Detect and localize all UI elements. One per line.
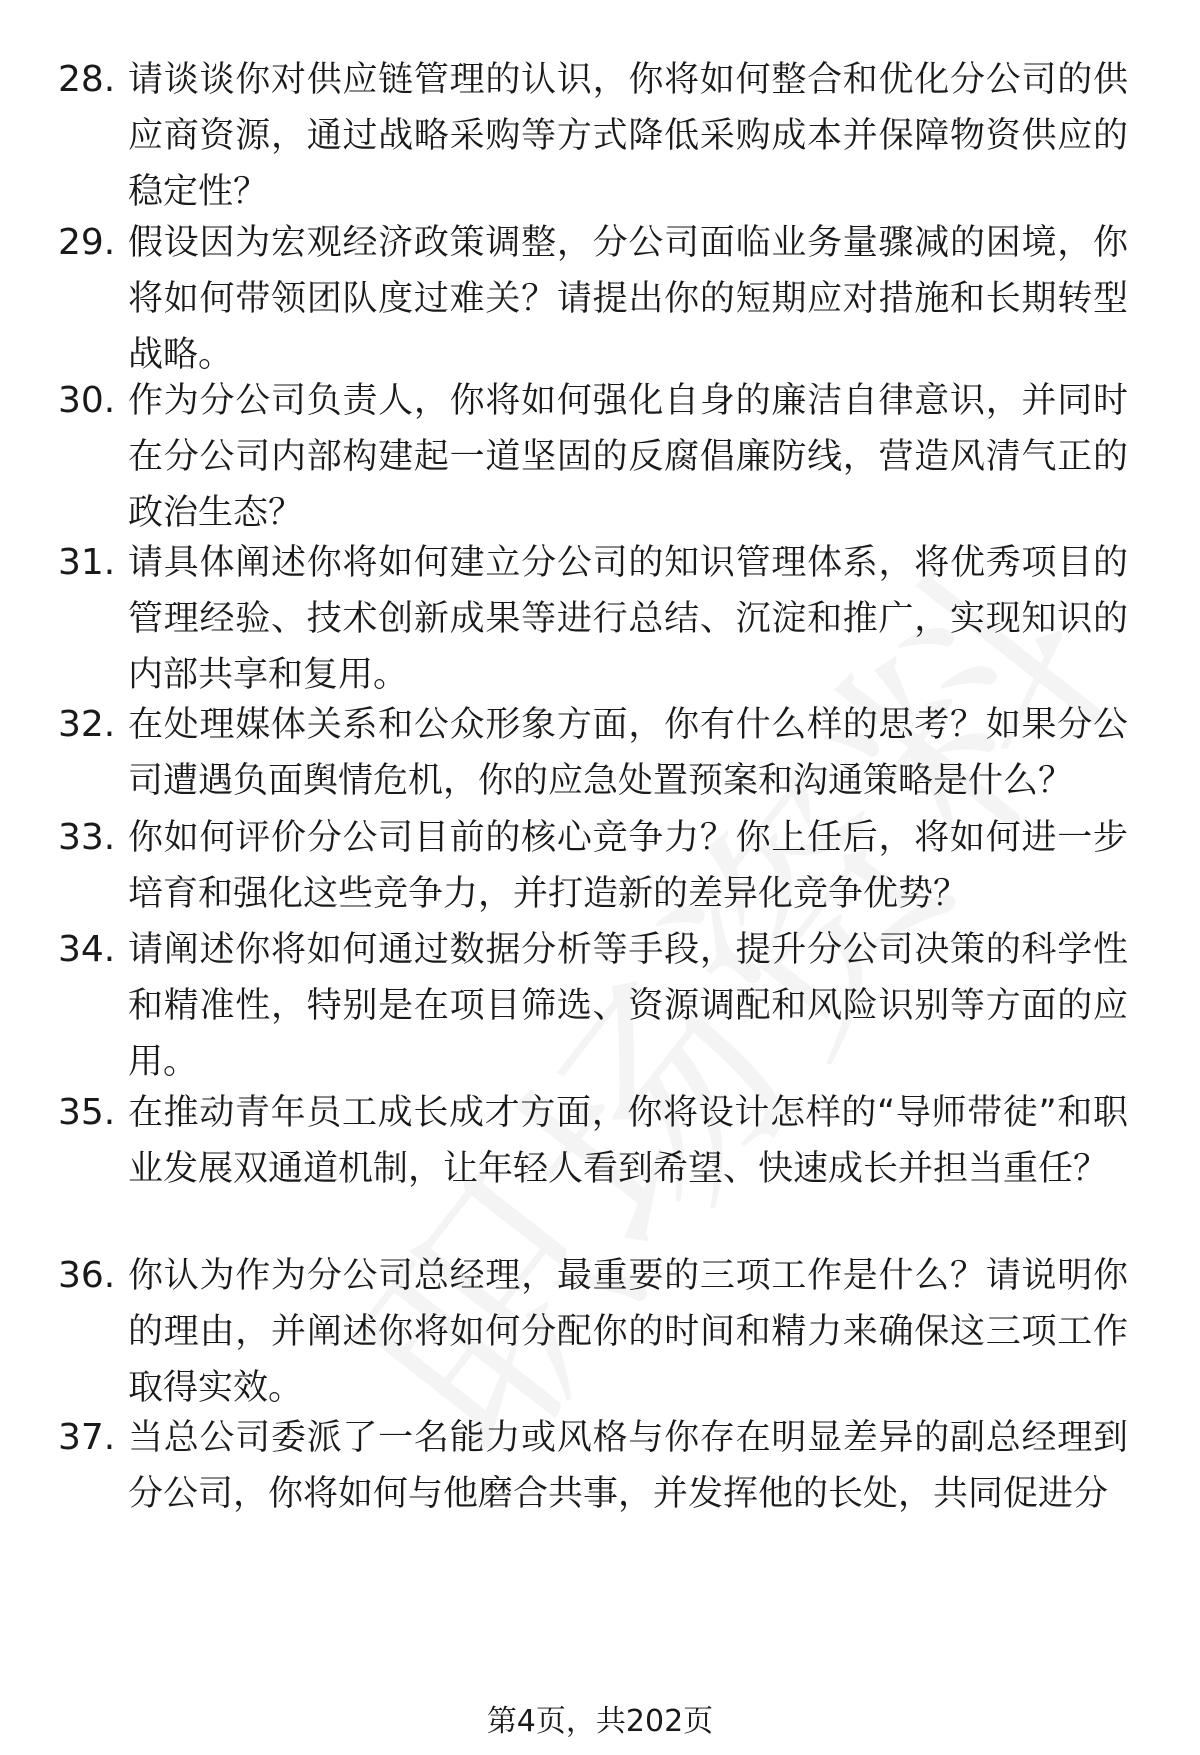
question-item bbox=[58, 215, 1148, 383]
question-text: 请谈谈你对供应链管理的认识，你将如何整合和优化分公司的供应商资源，通过战略采购等方式降低采购成本并保障物资供应的稳定性？ bbox=[128, 60, 1128, 212]
question-number: 35. bbox=[58, 1092, 116, 1133]
question-text: 当总公司委派了一名能力或风格与你存在明显差异的副总经理到分公司，你将如何与他磨合共事，并发挥他的长处，共同促进分 bbox=[128, 1418, 1128, 1514]
question-item bbox=[58, 1410, 1148, 1522]
question-number: 34. bbox=[58, 929, 116, 970]
question-item bbox=[58, 697, 1148, 809]
question-text: 在推动青年员工成长成才方面，你将设计怎样的“导师带徒”和职业发展双通道机制，让年轻人看到希望、快速成长并担当重任？ bbox=[128, 1093, 1128, 1189]
question-item bbox=[58, 810, 1148, 922]
question-text: 作为分公司负责人，你将如何强化自身的廉洁自律意识，并同时在分公司内部构建起一道坚固的反腐倡廉防线，营造风清气正的政治生态？ bbox=[128, 381, 1128, 533]
question-number: 37. bbox=[58, 1417, 116, 1458]
question-text: 请阐述你将如何通过数据分析等手段，提升分公司决策的科学性和精准性，特别是在项目筛选、资源调配和风险识别等方面的应用。 bbox=[128, 930, 1128, 1082]
question-number: 30. bbox=[58, 380, 116, 421]
question-item bbox=[58, 52, 1148, 220]
question-number: 33. bbox=[58, 817, 116, 858]
question-number: 32. bbox=[58, 704, 116, 745]
question-text: 你如何评价分公司目前的核心竞争力？你上任后，将如何进一步培育和强化这些竞争力，并打造新的差异化竞争优势？ bbox=[128, 818, 1128, 914]
question-item bbox=[58, 1085, 1148, 1197]
question-text: 在处理媒体关系和公众形象方面，你有什么样的思考？如果分公司遭遇负面舆情危机，你的应急处置预案和沟通策略是什么？ bbox=[128, 705, 1128, 801]
question-item bbox=[58, 1248, 1148, 1416]
page-footer: 第4页，共202页 bbox=[486, 1704, 714, 1739]
question-text: 请具体阐述你将如何建立分公司的知识管理体系，将优秀项目的管理经验、技术创新成果等进行总结、沉淀和推广，实现知识的内部共享和复用。 bbox=[128, 543, 1128, 695]
question-number: 36. bbox=[58, 1255, 116, 1296]
question-text: 假设因为宏观经济政策调整，分公司面临业务量骤减的困境，你将如何带领团队度过难关？请提出你的短期应对措施和长期转型战略。 bbox=[128, 223, 1128, 375]
question-number: 29. bbox=[58, 222, 116, 263]
question-text: 你认为作为分公司总经理，最重要的三项工作是什么？请说明你的理由，并阐述你将如何分配你的时间和精力来确保这三项工作取得实效。 bbox=[128, 1256, 1128, 1408]
question-item bbox=[58, 535, 1148, 703]
question-item bbox=[58, 922, 1148, 1090]
question-number: 28. bbox=[58, 59, 116, 100]
question-number: 31. bbox=[58, 542, 116, 583]
question-item bbox=[58, 373, 1148, 541]
